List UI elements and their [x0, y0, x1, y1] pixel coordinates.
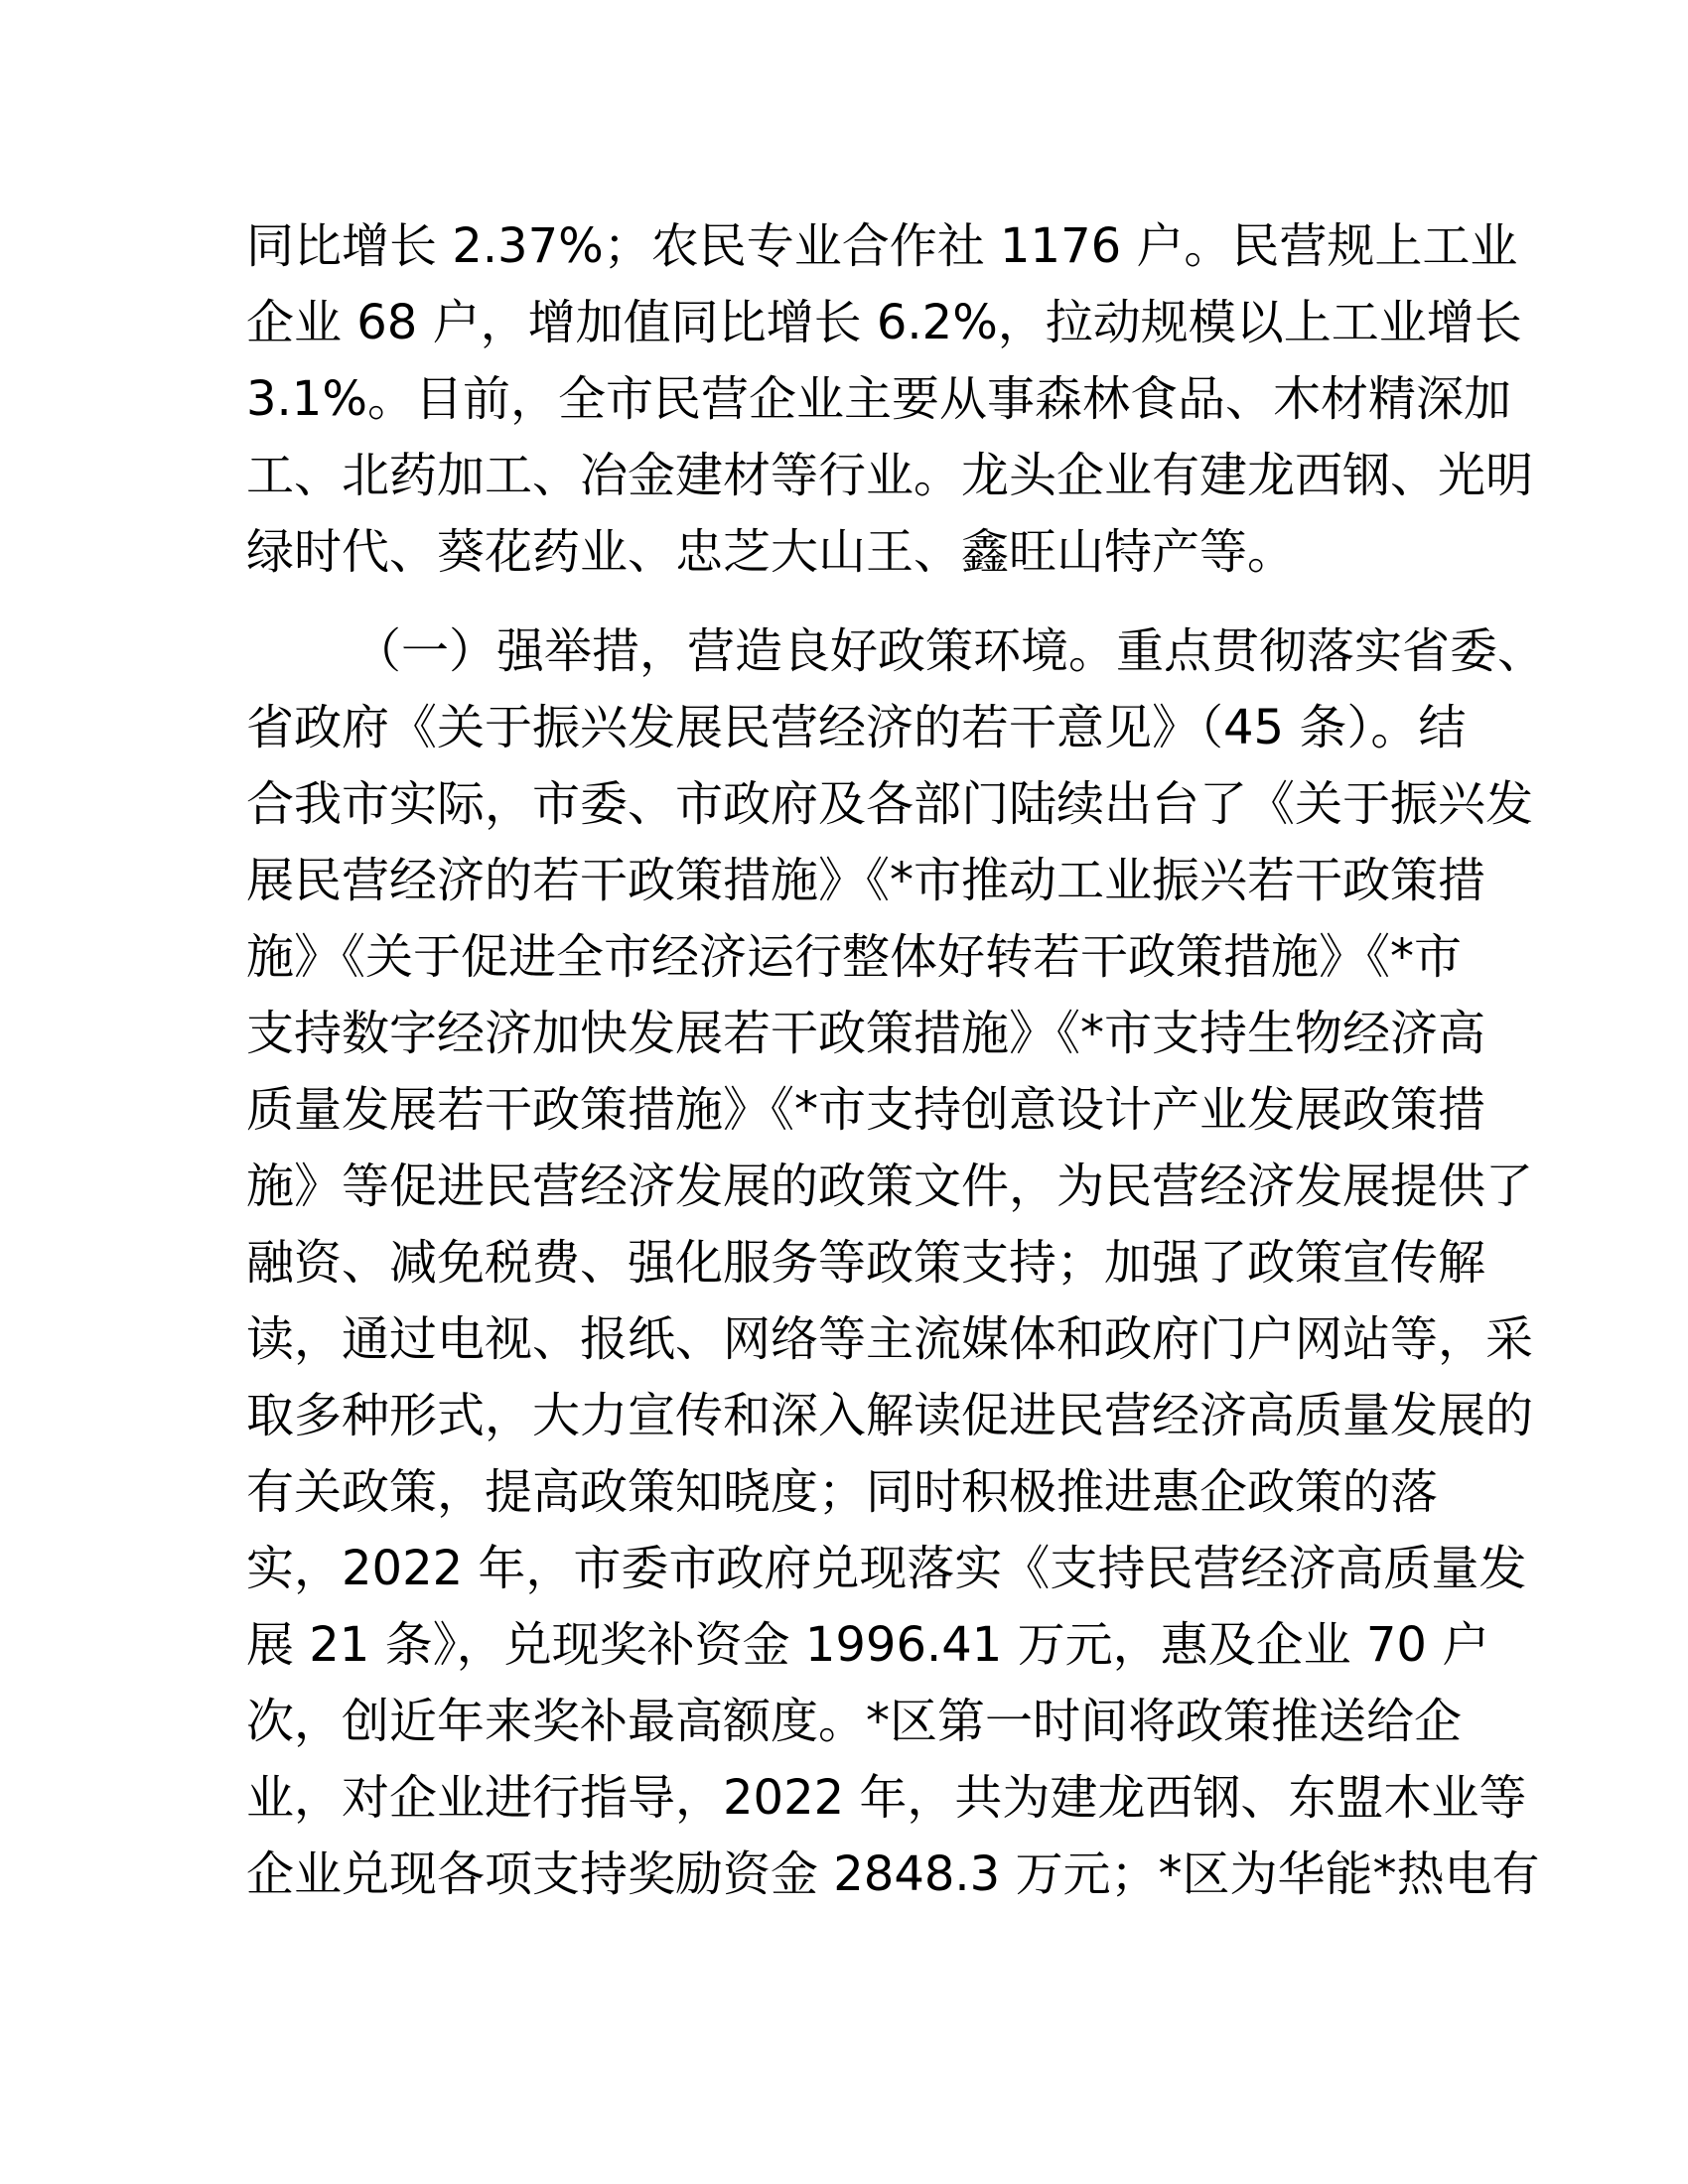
text-line: 取多种形式，大力宣传和深入解读促进民营经济高质量发展的 [246, 1388, 1534, 1443]
text-line: 次，创近年来奖补最高额度。*区第一时间将政策推送给企 [246, 1694, 1463, 1749]
text-line: 施》《关于促进全市经济运行整体好转若干政策措施》《*市 [246, 929, 1463, 985]
text-line: 展民营经济的若干政策措施》《*市推动工业振兴若干政策措 [246, 853, 1486, 908]
text-line: 绿时代、葵花药业、忠芝大山王、鑫旺山特产等。 [246, 524, 1296, 580]
paragraph-private-enterprise-overview [246, 208, 1534, 591]
text-line: 合我市实际，市委、市政府及各部门陆续出台了《关于振兴发 [246, 776, 1534, 832]
text-line: 展 21 条》，兑现奖补资金 1996.41 万元，惠及企业 70 户 [246, 1617, 1490, 1673]
text-line: 企业兑现各项支持奖励资金 2848.3 万元；*区为华能*热电有 [246, 1846, 1540, 1902]
text-line: 读，通过电视、报纸、网络等主流媒体和政府门户网站等，采 [246, 1311, 1534, 1367]
text-line: 有关政策，提高政策知晓度；同时积极推进惠企政策的落 [246, 1464, 1439, 1520]
text-line: 融资、减免税费、强化服务等政策支持；加强了政策宣传解 [246, 1235, 1486, 1291]
text-line: 质量发展若干政策措施》《*市支持创意设计产业发展政策措 [246, 1082, 1486, 1138]
text-line: 实，2022 年，市委市政府兑现落实《支持民营经济高质量发 [246, 1541, 1527, 1596]
text-line: 同比增长 2.37%；农民专业合作社 1176 户。民营规上工业 [246, 218, 1518, 274]
text-line: 工、北药加工、冶金建材等行业。龙头企业有建龙西钢、光明 [246, 448, 1534, 503]
text-line: 业，对企业进行指导，2022 年，共为建龙西钢、东盟木业等 [246, 1770, 1527, 1826]
text-line: 支持数字经济加快发展若干政策措施》《*市支持生物经济高 [246, 1006, 1486, 1061]
text-line: 企业 68 户，增加值同比增长 6.2%，拉动规模以上工业增长 [246, 295, 1522, 350]
text-line: 省政府《关于振兴发展民营经济的若干意见》（45 条）。结 [246, 700, 1467, 755]
section-heading-line: （一）强举措，营造良好政策环境。重点贯彻落实省委、 [353, 623, 1546, 679]
text-line: 施》等促进民营经济发展的政策文件，为民营经济发展提供了 [246, 1159, 1534, 1214]
paragraph-policy-environment [246, 614, 1546, 1913]
text-line: 3.1%。目前，全市民营企业主要从事森林食品、木材精深加 [246, 371, 1511, 427]
